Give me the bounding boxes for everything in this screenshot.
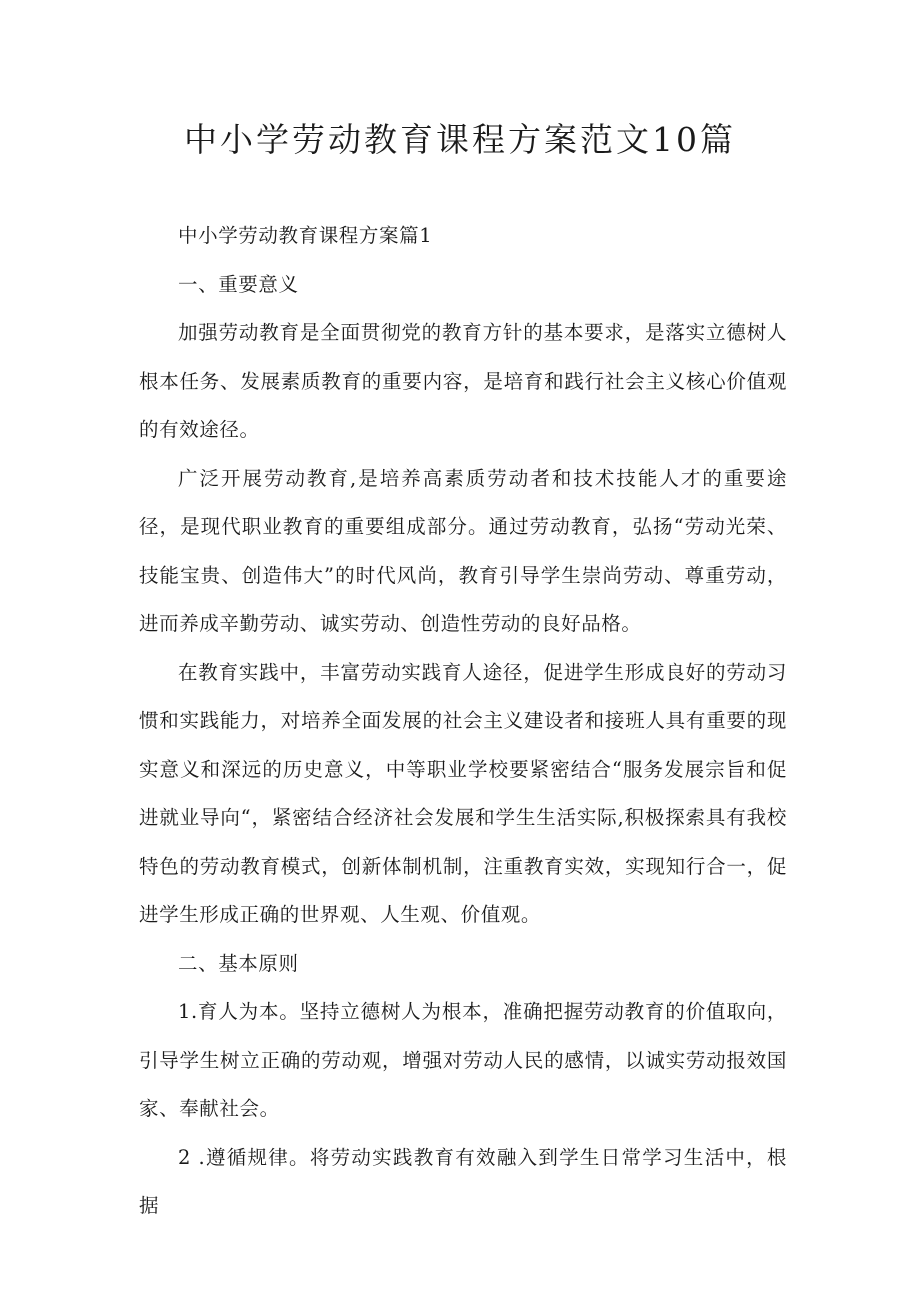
paragraph: 1.育人为本。坚持立德树人为根本，准确把握劳动教育的价值取向，引导学生树立正确的劳动观，增强对劳动人民的感情，以诚实劳动报效国家、奉献社会。 — [139, 1000, 787, 1120]
section-heading-importance: 一、重要意义 — [178, 272, 299, 296]
paragraph: 广泛开展劳动教育,是培养高素质劳动者和技术技能人才的重要途径，是现代职业教育的重要组成部分。通过劳动教育，弘扬“劳动光荣、技能宝贵、创造伟大”的时代风尚，教育引导学生崇尚劳动、尊重劳动，进而养成辛勤劳动、诚实劳动、创造性劳动的良好品格。 — [139, 466, 787, 635]
paragraph: 在教育实践中，丰富劳动实践育人途径，促进学生形成良好的劳动习惯和实践能力，对培养全面发展的社会主义建设者和接班人具有重要的现实意义和深远的历史意义，中等职业学校要紧密结合“服务发展宗旨和促进就业导向“，紧密结合经济社会发展和学生生活实际,积极探索具有我校特色的劳动教育模式，创新体制机制，注重教育实效，实现知行合一，促进学生形成正确的世界观、人生观、价值观。 — [139, 660, 787, 926]
section-heading-part1: 中小学劳动教育课程方案篇1 — [178, 224, 433, 247]
document-body — [139, 212, 787, 1231]
paragraph: 2 .遵循规律。将劳动实践教育有效融入到学生日常学习生活中，根据 — [139, 1145, 787, 1217]
document-title: 中小学劳动教育课程方案范文10篇 — [184, 120, 736, 159]
section-heading-principles: 二、基本原则 — [178, 951, 299, 975]
paragraph: 加强劳动教育是全面贯彻党的教育方针的基本要求，是落实立德树人根本任务、发展素质教育的重要内容，是培育和践行社会主义核心价值观的有效途径。 — [139, 321, 787, 441]
